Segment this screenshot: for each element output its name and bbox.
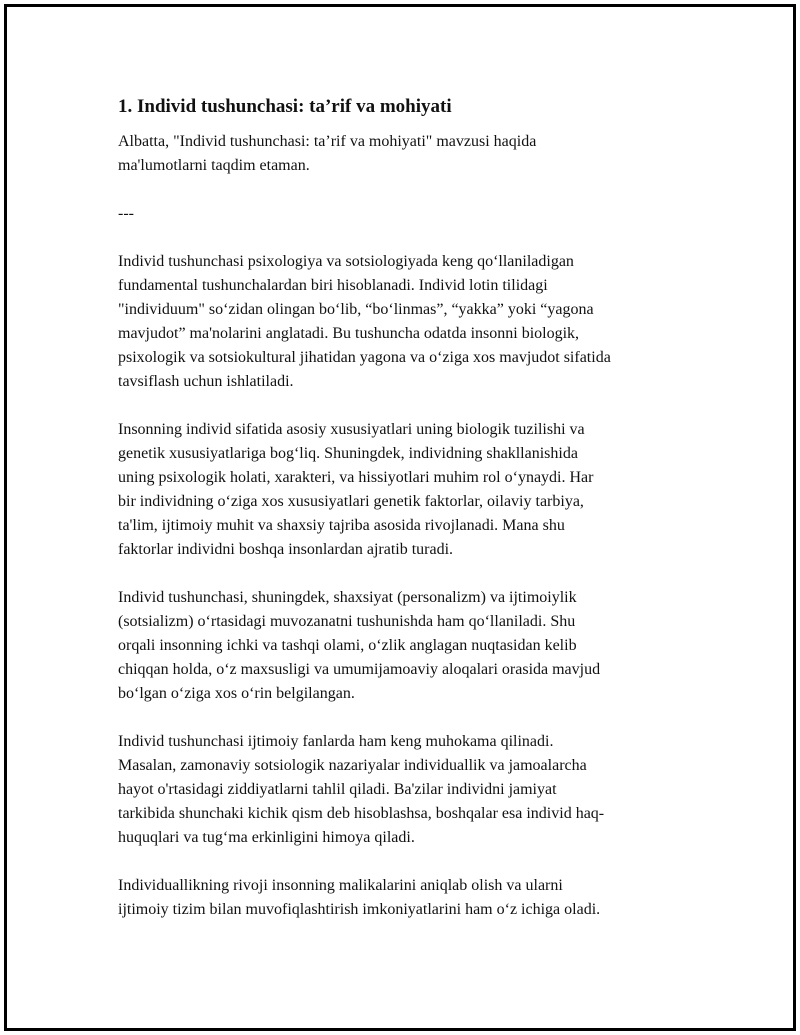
document-body [118,94,686,946]
intro-paragraph: Albatta, "Individ tushunchasi: ta’rif va mohiyati" mavzusi haqida ma'lumotlarni taqdim etaman. [118,133,537,174]
paragraph-definition: Individ tushunchasi psixologiya va sotsiologiyada keng qo‘llaniladigan fundamental tushunchalardan biri hisoblanadi. Individ lotin tilidagi "individuum" so‘zidan olingan bo‘lib, “bo‘linmas”, “yakka” yoki “yagona mavjudot” ma'nolarini anglatadi. Bu tushuncha odatda insonni biologik, psixologik va sotsiokultural jihatidan yagona va o‘ziga xos mavjudot sifatida tavsiflash uchun ishlatiladi. [118,253,611,390]
paragraph-social-sciences: Individ tushunchasi ijtimoiy fanlarda ham keng muhokama qilinadi. Masalan, zamonaviy sotsiologik nazariyalar individuallik va jamoalarcha hayot o'rtasidagi ziddiyatlarni tahlil qiladi. Ba'zilar individni jamiyat tarkibida shunchaki kichik qism deb hisoblashsa, boshqalar esa individ haq- huquqlari va tug‘ma erkinligini himoya qiladi. [118,733,605,846]
section-heading: 1. Individ tushunchasi: ta’rif va mohiyati [118,96,452,117]
separator-line: --- [118,205,134,222]
paragraph-characteristics: Insonning individ sifatida asosiy xususiyatlari uning biologik tuzilishi va genetik xususiyatlariga bog‘liq. Shuningdek, individning shakllanishida uning psixologik holati, xarakteri, va hissiyotlari muhim rol o‘ynaydi. Har bir individning o‘ziga xos xususiyatlari genetik faktorlar, oilaviy tarbiya, ta'lim, ijtimoiy muhit va shaxsiy tajriba asosida rivojlanadi. Mana shu faktorlar individni boshqa insonlardan ajratib turadi. [118,421,594,558]
paragraph-balance: Individ tushunchasi, shuningdek, shaxsiyat (personalizm) va ijtimoiylik (sotsializm) o‘rtasidagi muvozanatni tushunishda ham qo‘llaniladi. Shu orqali insonning ichki va tashqi olami, o‘zlik anglagan nuqtasidan kelib chiqqan holda, o‘z maxsusligi va umumijamoaviy aloqalari orasida mavjud bo‘lgan o‘ziga xos o‘rin belgilangan. [118,589,601,702]
paragraph-individuality: Individuallikning rivoji insonning malikalarini aniqlab olish va ularni ijtimoiy tizim bilan muvofiqlashtirish imkoniyatlarini ham o‘z ichiga oladi. [118,877,601,918]
